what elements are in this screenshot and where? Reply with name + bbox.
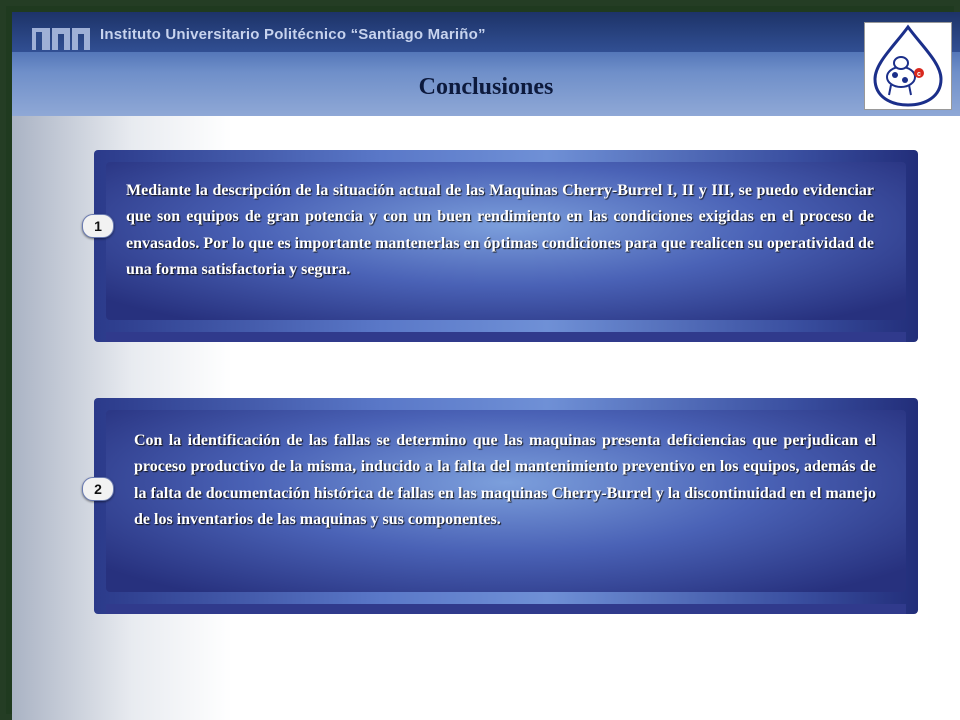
emblem-box: [864, 22, 952, 110]
panel-bottom-band: [106, 332, 906, 342]
svg-text:c: c: [917, 71, 921, 78]
institute-name: Instituto Universitario Politécnico “Santiago Mariño”: [100, 26, 486, 43]
slide: [12, 12, 960, 720]
conclusion-badge-1: 1: [82, 214, 114, 238]
cow-emblem-icon: [865, 23, 951, 109]
page-title: Conclusiones: [418, 74, 554, 100]
conclusion-text-2: Con la identificación de las fallas se determino que las maquinas presenta deficiencias que perjudican el proceso productivo de la misma, inducido a la falta del mantenimiento preventivo en los equipos, además de la falta de documentación histórica de fallas en las maquinas Cherry-Burrel y la discontinuidad en el manejo de los inventarios de las maquinas y sus componentes.: [134, 432, 876, 529]
conclusion-panel-2: [94, 398, 918, 614]
iupsm-logo-icon: [32, 24, 90, 52]
slide-header: [12, 12, 960, 116]
conclusion-badge-2: 2: [82, 477, 114, 501]
panel-bottom-band: [106, 604, 906, 614]
conclusion-panel-1: [94, 150, 918, 342]
conclusion-text-1: Mediante la descripción de la situación actual de las Maquinas Cherry-Burrel I, II y III, se puedo evidenciar que son equipos de gran potencia y con un buen rendimiento en las condiciones exigidas en el proceso de envasados. Por lo que es importante mantenerlas en óptimas condiciones para que realicen su operatividad de una forma satisfactoria y segura.: [126, 182, 874, 279]
